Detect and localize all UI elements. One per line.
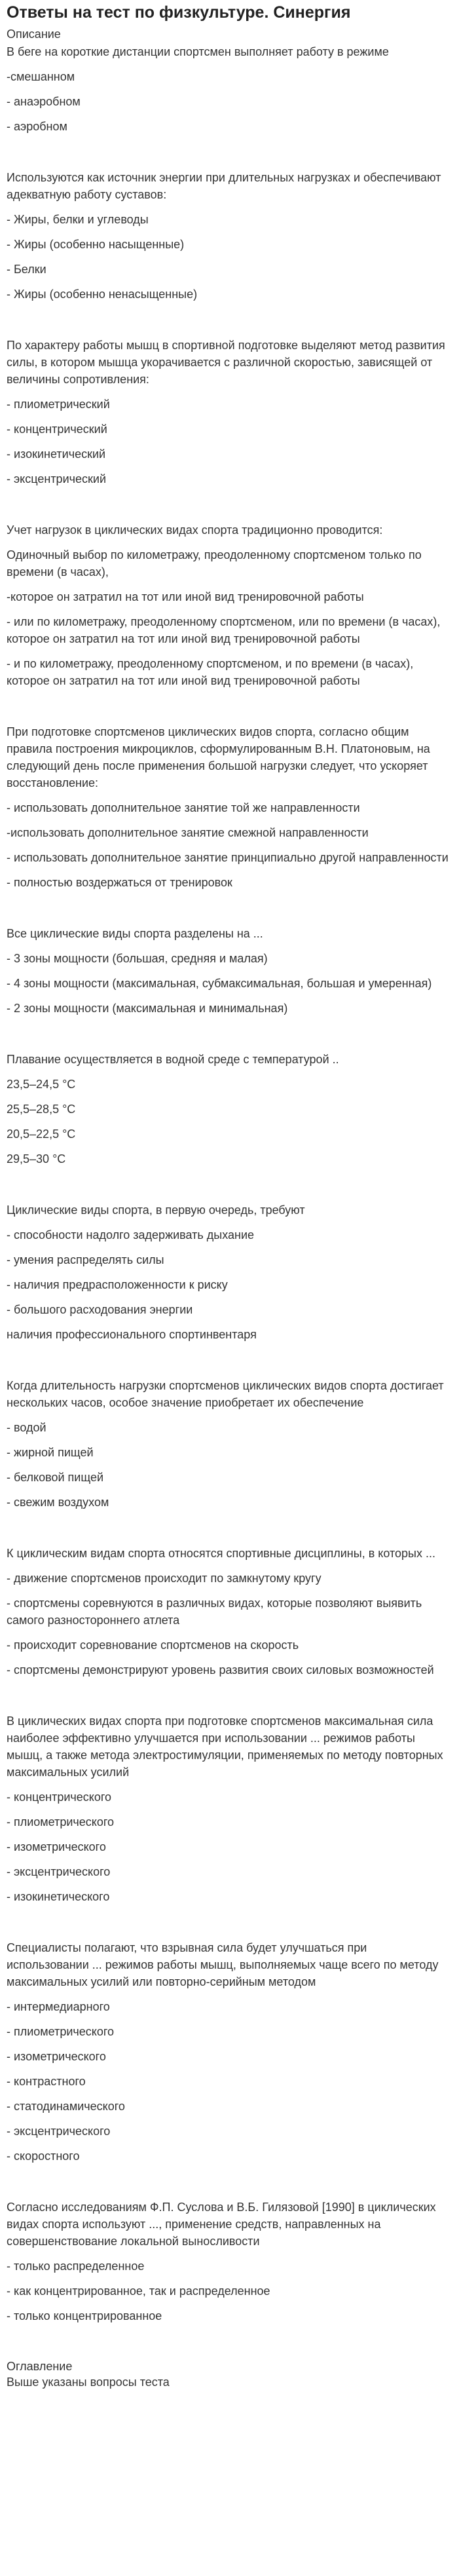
answer-option: - или по километражу, преодоленному спортсменом, или по времени (в часах), которое он затратил на тот или иной вид тренировочной работы [7,615,441,645]
answer-option: - 2 зоны мощности (максимальная и минимальная) [7,1002,288,1015]
question-text: При подготовке спортсменов циклических видов спорта, согласно общим правила построения микроциклов, сформулированным В.Н. Платоновым, на следующий день после применения большой нагрузки следует, что ускоряет восстановление: [7,725,430,789]
question-block [7,2199,452,2324]
answer-option: - только концентрированное [7,2309,162,2322]
answer-option: - жирной пищей [7,1446,94,1459]
answer-option: - изометрического [7,2050,106,2063]
answer-option: - интермедиарного [7,2000,110,2013]
answer-option: - и по километражу, преодоленному спортсменом, и по времени (в часах), которое он затратил на тот или иной вид тренировочной работы [7,657,414,687]
footer-note: Выше указаны вопросы теста [7,2376,170,2389]
answer-option: - большого расходования энергии [7,1303,193,1316]
answer-option: - эксцентрического [7,1865,111,1878]
answer-option: -использовать дополнительное занятие смежной направленности [7,826,369,839]
answer-option: - изокинетический [7,447,106,461]
question-block [7,169,452,303]
question-text: Согласно исследованиям Ф.П. Суслова и В.Б. Гилязовой [1990] в циклических видах спорта используют ..., применение средств, направленных на совершенствование локальной выносливости [7,2201,436,2248]
toc-label: Оглавление [7,2360,73,2373]
page-title: Ответы на тест по физкультуре. Синергия [7,3,351,22]
question-text: К циклическим видам спорта относятся спортивные дисциплины, в которых ... [7,1547,435,1560]
answer-option: - контрастного [7,2075,86,2088]
answer-option: - анаэробном [7,95,81,108]
question-text: Учет нагрузок в циклических видах спорта традиционно проводится: [7,523,383,537]
answer-option: - 3 зоны мощности (большая, средняя и малая) [7,952,268,965]
answer-option: 20,5–22,5 °С [7,1127,76,1141]
question-text: Специалисты полагают, что взрывная сила будет улучшаться при использовании ... режимов работы мышц, выполняемых чаще всего по методу максимальных усилий или повторно-серийным методом [7,1941,439,1988]
answer-option: - свежим воздухом [7,1496,109,1509]
answer-option: - полностью воздержаться от тренировок [7,876,232,889]
question-block [7,1202,452,1343]
question-block [7,521,452,689]
answer-option: - изокинетического [7,1890,110,1903]
questions-list [7,43,452,2324]
answer-option: - умения распределять силы [7,1253,164,1266]
answer-option: - Жиры (особенно насыщенные) [7,238,185,251]
question-block [7,1377,452,1511]
answer-option: 29,5–30 °С [7,1152,66,1165]
answer-option: - изометрического [7,1840,106,1853]
answer-option: -которое он затратил на тот или иной вид тренировочной работы [7,590,364,603]
answer-option: - белковой пищей [7,1471,104,1484]
description-label: Описание [7,28,61,41]
answer-option: - плиометрический [7,398,110,411]
question-block [7,1051,452,1167]
answer-option: - Жиры (особенно ненасыщенные) [7,288,198,301]
answer-option: - спортсмены демонстрируют уровень развития своих силовых возможностей [7,1663,434,1676]
question-text: Циклические виды спорта, в первую очередь, требуют [7,1203,305,1217]
question-block [7,1545,452,1678]
question-block [7,1939,452,2165]
answer-option: - Жиры, белки и углеводы [7,213,149,226]
question-block [7,925,452,1017]
answer-option: - плиометрического [7,2025,115,2038]
answer-option: - концентрический [7,423,107,436]
question-block [7,337,452,487]
question-text: Плавание осуществляется в водной среде с температурой .. [7,1053,339,1066]
question-block [7,43,452,135]
answer-option: - плиометрического [7,1815,115,1828]
answer-option: - использовать дополнительное занятие принципиально другой направленности [7,851,449,864]
question-text: Когда длительность нагрузки спортсменов циклических видов спорта достигает нескольких часов, особое значение приобретает их обеспечение [7,1379,444,1409]
answer-option: -смешанном [7,70,75,83]
answer-option: 23,5–24,5 °С [7,1078,76,1091]
answer-option: - концентрического [7,1790,112,1804]
question-block [7,723,452,891]
question-block [7,1713,452,1905]
answer-option: Одиночный выбор по километражу, преодоленному спортсменом только по времени (в часах), [7,548,422,578]
question-text: В циклических видах спорта при подготовке спортсменов максимальная сила наиболее эффективно улучшается при использовании ... режимов работы мышц, а также метода электростимуляции, применяемых по методу повторных максимальных усилий [7,1714,443,1779]
answer-option: - движение спортсменов происходит по замкнутому кругу [7,1572,321,1585]
answer-option: - эксцентрический [7,472,106,485]
question-text: Используются как источник энергии при длительных нагрузках и обеспечивают адекватную работу суставов: [7,171,441,201]
question-text: В беге на короткие дистанции спортсмен выполняет работу в режиме [7,45,389,58]
answer-option: - только распределенное [7,2260,145,2273]
answer-option: - аэробном [7,120,67,133]
answer-option: - спортсмены соревнуются в различных видах, которые позволяют выявить самого разностороннего атлета [7,1597,422,1627]
answer-option: наличия профессионального спортинвентаря [7,1328,257,1341]
question-text: Все циклические виды спорта разделены на ... [7,927,263,940]
answer-option: - как концентрированное, так и распределенное [7,2284,270,2298]
answer-option: - Белки [7,263,46,276]
answer-option: - статодинамического [7,2100,125,2113]
answer-option: - 4 зоны мощности (максимальная, субмаксимальная, большая и умеренная) [7,977,432,990]
answer-option: - способности надолго задерживать дыхание [7,1228,255,1241]
answer-option: 25,5–28,5 °С [7,1103,76,1116]
answer-option: - скоростного [7,2150,80,2163]
answer-option: - водой [7,1421,46,1434]
answer-option: - наличия предрасположенности к риску [7,1278,228,1291]
answer-option: - использовать дополнительное занятие той же направленности [7,801,360,814]
answer-option: - происходит соревнование спортсменов на скорость [7,1638,299,1652]
answer-option: - эксцентрического [7,2125,111,2138]
question-text: По характеру работы мышц в спортивной подготовке выделяют метод развития силы, в котором мышца укорачивается с различной скоростью, зависящей от величины сопротивления: [7,339,445,386]
